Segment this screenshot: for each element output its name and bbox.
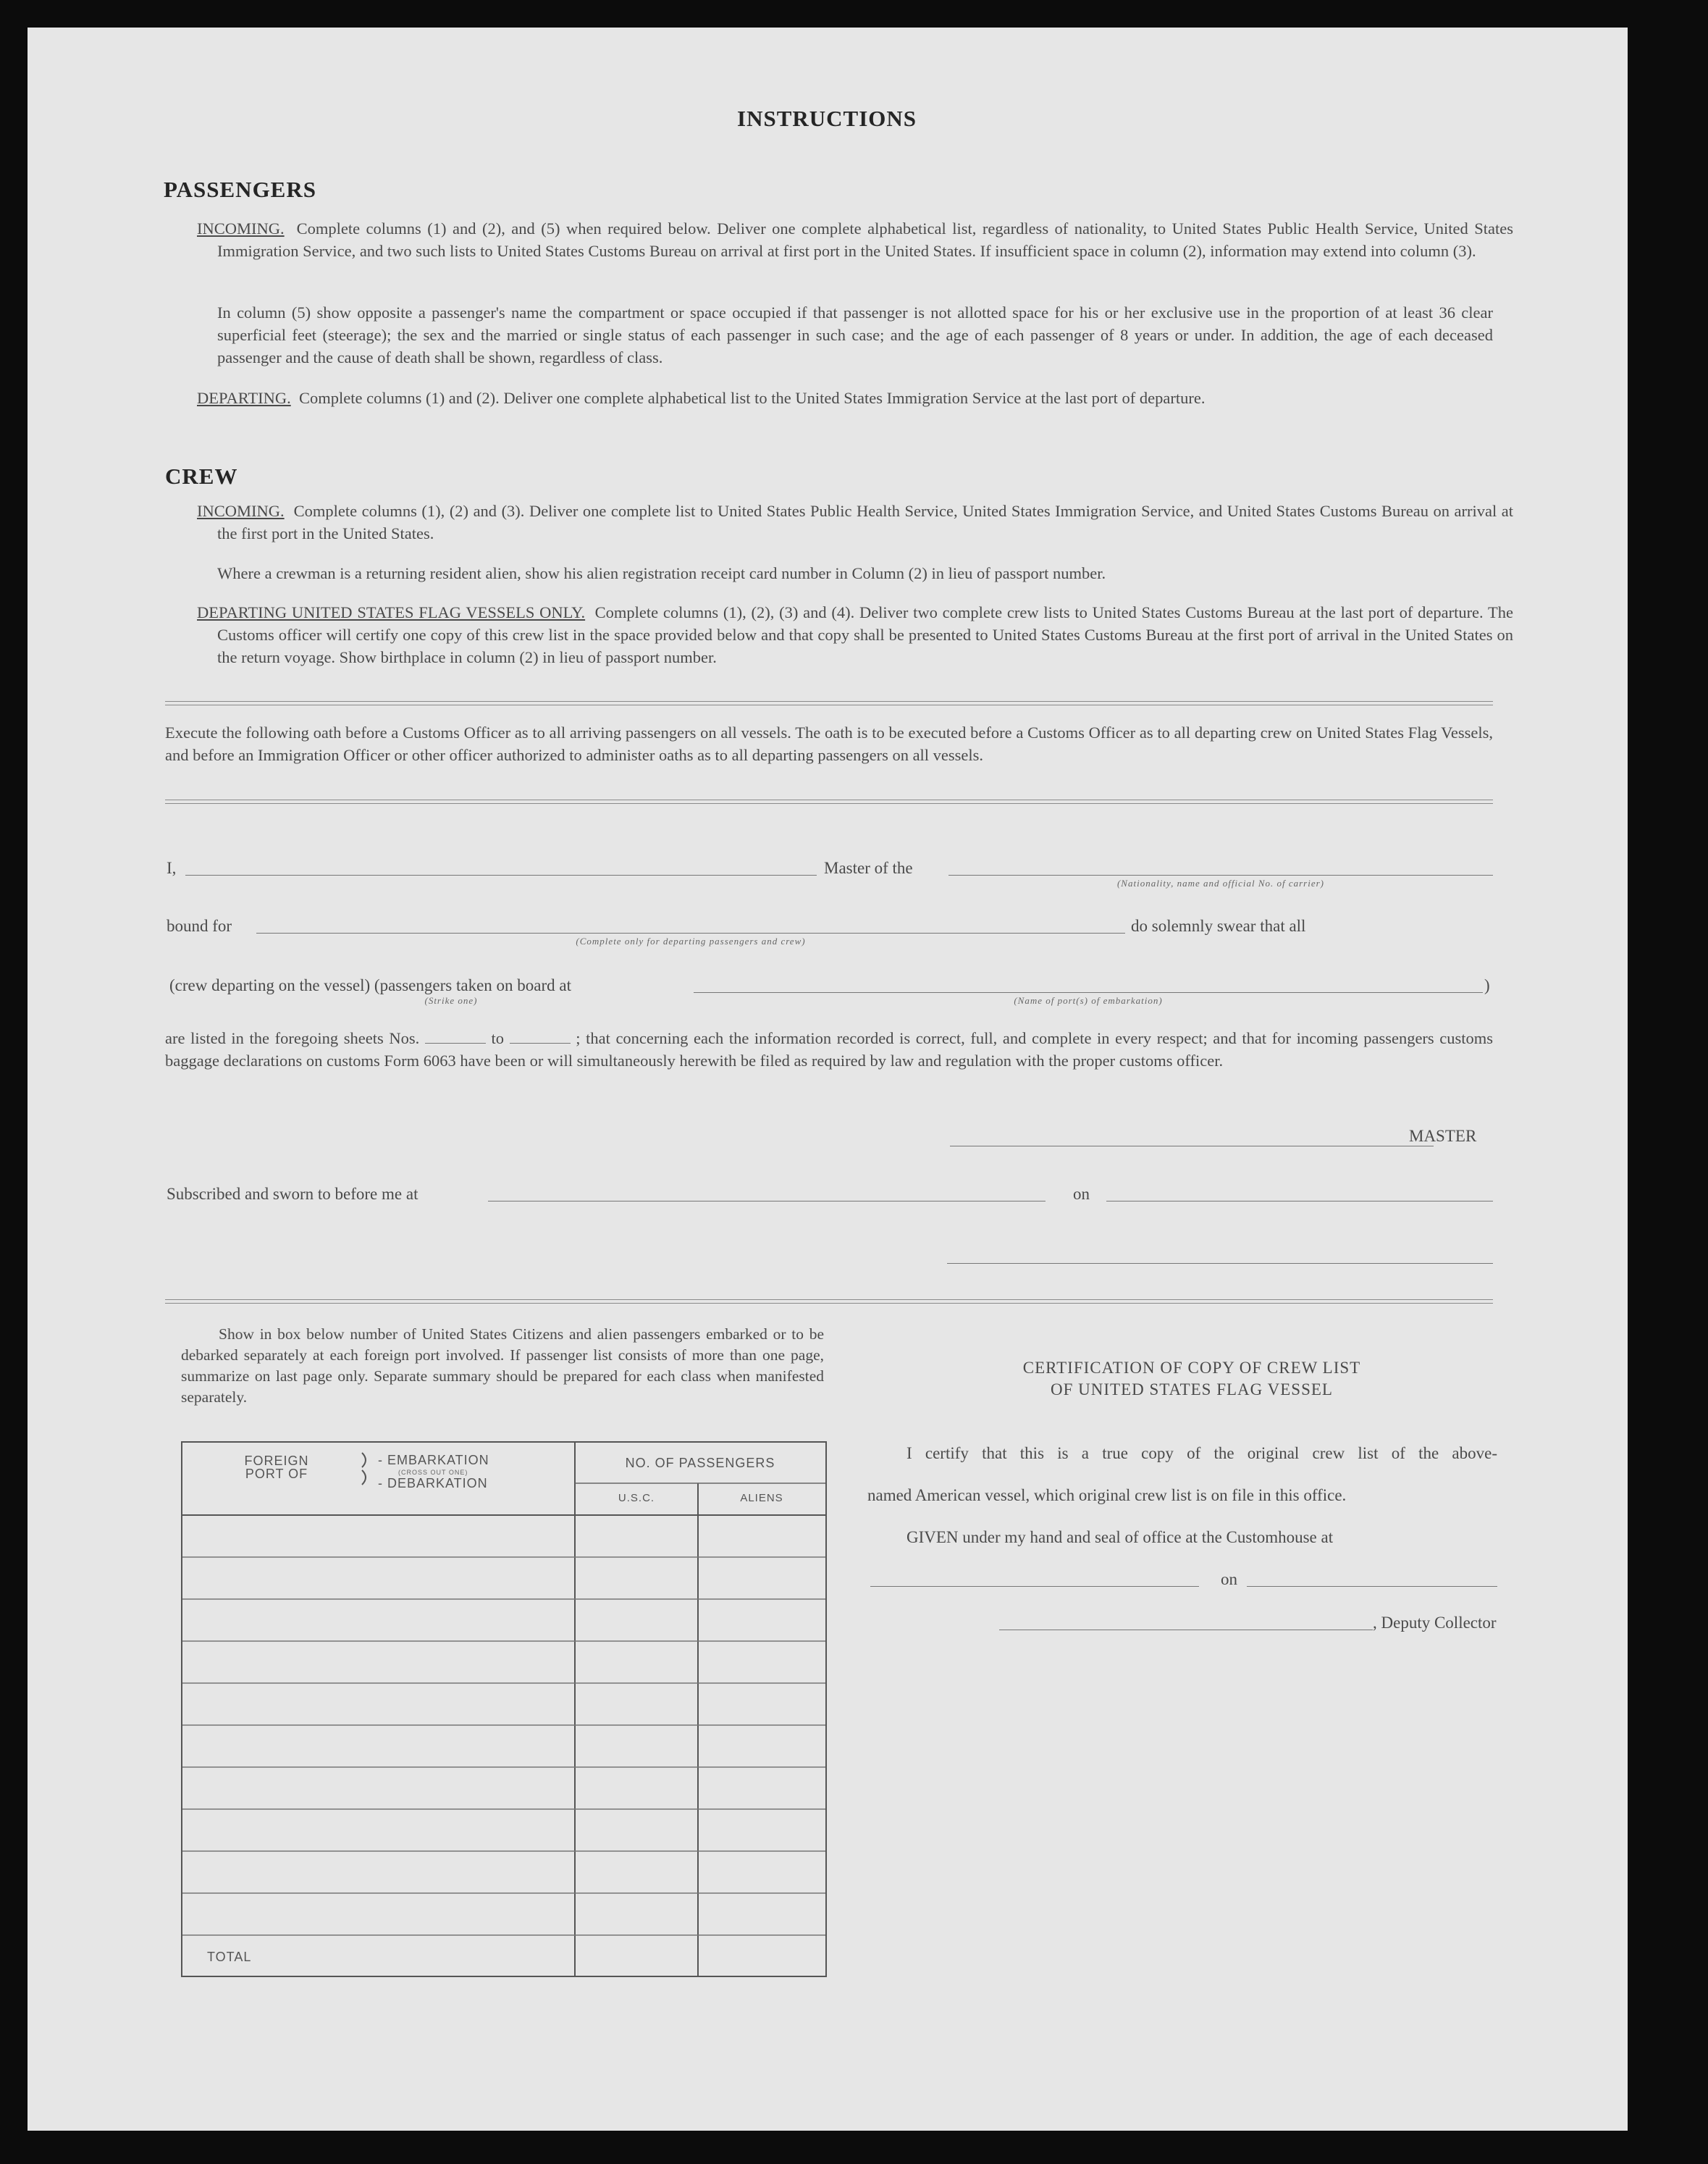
foreign-port-label: FOREIGN PORT OF (244, 1454, 309, 1481)
sheet-from-field[interactable] (425, 1043, 486, 1044)
aliens-label: ALIENS (740, 1492, 783, 1504)
passengers-incoming-text: Complete columns (1) and (2), and (5) when required below. Deliver one complete alphabetical list, regardless of nationality, to United States Public Health Service, United States Immigration Service, and two such lists to United States Customs Bureau on arrival at first port in the United States. If insufficient space in column (2), information may extend into column (3). (217, 219, 1514, 260)
passengers-departing-paragraph (197, 387, 1513, 409)
customhouse-field[interactable] (870, 1586, 1199, 1587)
passengers-column5-paragraph: In column (5) show opposite a passenger's name the compartment or space occupied if that passenger is not allotted space for his or her exclusive use in the proportion of at least 36 clear superficial feet (steerage); the sex and the married or single status of each passenger in such case; and the age of each passenger of 8 years or under. In addition, the age of each deceased passenger and the cause of death shall be shown, regardless of class. (217, 303, 1493, 366)
section-divider (165, 800, 1493, 804)
form-page (28, 28, 1628, 2131)
master-name-field[interactable] (185, 875, 817, 876)
embarkation-label: - EMBARKATION (378, 1453, 489, 1467)
oath-instructions: Execute the following oath before a Customs Officer as to all arriving passengers on all vessels. The oath is to be executed before a Customs Officer as to all departing crew on United States Flag Vessels, and before an Immigration Officer or other officer authorized to administer oaths as to all departing passengers on all vessels. (165, 724, 1493, 764)
passenger-summary-table (181, 1441, 827, 1977)
departing-caption: (Complete only for departing passengers and crew) (576, 936, 806, 947)
to-label: to (491, 1029, 504, 1047)
master-label: MASTER (1409, 1127, 1477, 1145)
passengers-incoming-label: INCOMING. (197, 219, 285, 238)
nationality-caption: (Nationality, name and official No. of carrier) (1116, 878, 1325, 889)
sheet-to-field[interactable] (510, 1043, 571, 1044)
close-paren: ) (1484, 976, 1490, 994)
debarkation-label: - DEBARKATION (378, 1476, 488, 1490)
crew-incoming-label: INCOMING. (197, 502, 285, 520)
passengers-departing-text: Complete columns (1) and (2). Deliver one complete alphabetical list to the United States Immigration Service at the last port of departure. (298, 389, 1206, 407)
bound-for-label: bound for (167, 917, 232, 935)
passengers-incoming-paragraph (197, 217, 1513, 262)
certification-date-field[interactable] (1247, 1586, 1497, 1587)
crew-incoming-paragraph (197, 500, 1513, 545)
crew-resident-paragraph: Where a crewman is a returning resident alien, show his alien registration receipt card number in Column (2) in lieu of passport number. (217, 564, 1106, 582)
section-divider (165, 701, 1493, 705)
port-caption: (Name of port(s) of embarkation) (1014, 995, 1163, 1006)
subscribed-label: Subscribed and sworn to before me at (167, 1185, 418, 1203)
officer-signature-field[interactable] (947, 1263, 1493, 1264)
strike-caption: (Strike one) (424, 995, 478, 1006)
section-divider (165, 1299, 1493, 1304)
listed-text-2: ; that concerning each the information recorded is correct, full, and complete in every respect; and that for incoming passengers customs baggage declarations on customs Form 6063 have been or will simultaneously herewith be filed as required by law and regulation with the proper customs officer. (165, 1029, 1494, 1070)
crew-incoming-text: Complete columns (1), (2) and (3). Deliver one complete list to United States Public Health Service, United States Immigration Service, and United States Customs Bureau on arrival at the first port in the United States. (217, 502, 1514, 542)
carrier-field[interactable] (948, 875, 1493, 876)
table-grid (182, 1443, 825, 1976)
num-passengers-label: NO. OF PASSENGERS (625, 1456, 775, 1470)
certification-heading-2: OF UNITED STATES FLAG VESSEL (1051, 1380, 1333, 1398)
swear-label: do solemnly swear that all (1131, 917, 1306, 935)
passengers-departing-label: DEPARTING. (197, 389, 291, 407)
bound-for-field[interactable] (256, 933, 1125, 934)
certification-on-label: on (1221, 1570, 1237, 1588)
certification-line-1: I certify that this is a true copy of the original crew list of the above- (906, 1444, 1497, 1462)
crew-heading: CREW (165, 464, 238, 489)
embarkation-port-field[interactable] (694, 992, 1483, 993)
oath-i-label: I, (167, 859, 177, 877)
crew-passengers-label: (crew departing on the vessel) (passengers taken on board at (169, 976, 571, 994)
page-title: INSTRUCTIONS (737, 106, 917, 131)
total-label: TOTAL (207, 1950, 252, 1964)
oath-listed-paragraph (165, 1027, 1493, 1072)
summary-instructions: Show in box below number of United States Citizens and alien passengers embarked or to be debarked separately at each foreign port involved. If passenger list consists of more than one page, summarize on last page only. Separate summary should be prepared for each class when manifested separately. (181, 1325, 824, 1406)
certification-line-2: named American vessel, which original crew list is on file in this office. (867, 1486, 1347, 1504)
crew-departing-paragraph (197, 601, 1513, 668)
listed-text-1: are listed in the foregoing sheets Nos. (165, 1029, 420, 1047)
deputy-collector-label: , Deputy Collector (1373, 1614, 1497, 1632)
subscribed-on-label: on (1073, 1185, 1090, 1203)
crew-departing-text: Complete columns (1), (2), (3) and (4). Deliver two complete crew lists to United States Customs Bureau at the last port of departure. The Customs officer will certify one copy of this crew list in the space provided below and that copy shall be presented to United States Customs Bureau at the first port of arrival in the United States on the return voyage. Show birthplace in column (2) in lieu of passport number. (217, 603, 1513, 666)
certification-heading-1: CERTIFICATION OF COPY OF CREW LIST (1022, 1359, 1361, 1377)
crew-departing-label: DEPARTING UNITED STATES FLAG VESSELS ONLY. (197, 603, 586, 621)
certification-line-3: GIVEN under my hand and seal of office at the Customhouse at (906, 1528, 1334, 1546)
cross-out-label: (CROSS OUT ONE) (398, 1469, 468, 1476)
master-of-label: Master of the (824, 859, 913, 877)
passengers-heading: PASSENGERS (164, 177, 316, 202)
usc-label: U.S.C. (618, 1492, 655, 1504)
